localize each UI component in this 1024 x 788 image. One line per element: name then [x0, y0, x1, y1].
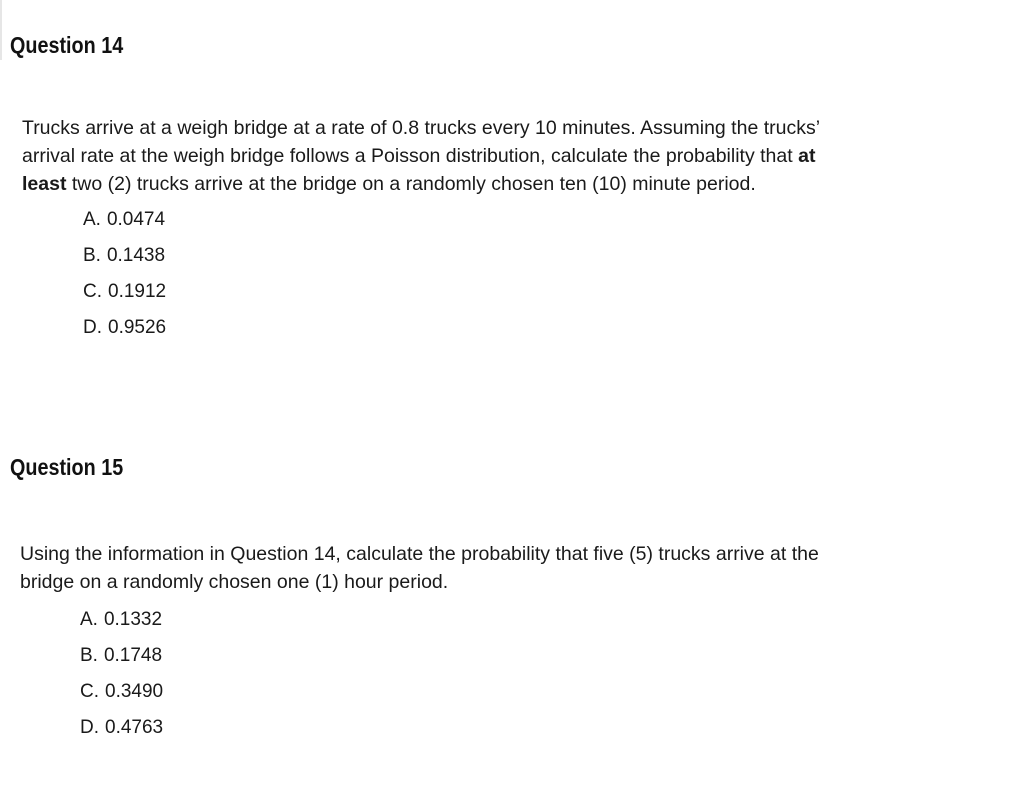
option-letter: A. — [83, 209, 101, 230]
option-letter: B. — [80, 645, 98, 666]
question-14-option-d[interactable] — [83, 310, 166, 346]
question-15-line-1: Using the information in Question 14, calculate the probability that five (5) trucks arrive at the — [20, 543, 819, 565]
option-value: 0.1332 — [103, 609, 163, 630]
question-14-line-3-text: two (2) trucks arrive at the bridge on a randomly chosen ten (10) minute period. — [71, 173, 756, 195]
question-15-option-a[interactable] — [80, 602, 163, 638]
option-letter: D. — [83, 317, 102, 338]
question-14-option-c[interactable] — [83, 274, 166, 310]
question-14-title: Question 14 — [10, 32, 124, 58]
option-value: 0.1748 — [103, 645, 163, 666]
question-14-options — [83, 202, 166, 346]
question-14-emphasis-at: at — [798, 145, 816, 167]
question-15-options — [80, 602, 163, 746]
question-15-text — [20, 540, 819, 596]
question-15-option-d[interactable] — [80, 710, 163, 746]
question-14-line-3 — [22, 170, 820, 198]
option-value: 0.9526 — [108, 317, 167, 338]
question-14-line-2 — [22, 142, 820, 170]
question-14-emphasis-least: least — [22, 173, 67, 195]
question-14-option-b[interactable] — [83, 238, 166, 274]
option-value: 0.4763 — [105, 717, 164, 738]
question-15-title: Question 15 — [10, 454, 124, 480]
question-14-option-a[interactable] — [83, 202, 166, 238]
option-value: 0.0474 — [106, 209, 166, 230]
option-letter: D. — [80, 717, 99, 738]
option-letter: C. — [83, 281, 102, 302]
option-letter: B. — [83, 245, 101, 266]
question-15-option-b[interactable] — [80, 638, 163, 674]
option-letter: C. — [80, 681, 99, 702]
option-letter: A. — [80, 609, 98, 630]
question-14-text — [22, 114, 820, 198]
option-value: 0.3490 — [105, 681, 164, 702]
question-14-line-2-text: arrival rate at the weigh bridge follows a Poisson distribution, calculate the probability that — [22, 145, 793, 167]
question-15-option-c[interactable] — [80, 674, 163, 710]
question-14-line-1: Trucks arrive at a weigh bridge at a rate of 0.8 trucks every 10 minutes. Assuming the trucks’ — [22, 117, 821, 139]
page-left-edge — [0, 0, 2, 60]
question-15-line-2: bridge on a randomly chosen one (1) hour period. — [20, 571, 449, 593]
option-value: 0.1912 — [108, 281, 167, 302]
option-value: 0.1438 — [106, 245, 166, 266]
